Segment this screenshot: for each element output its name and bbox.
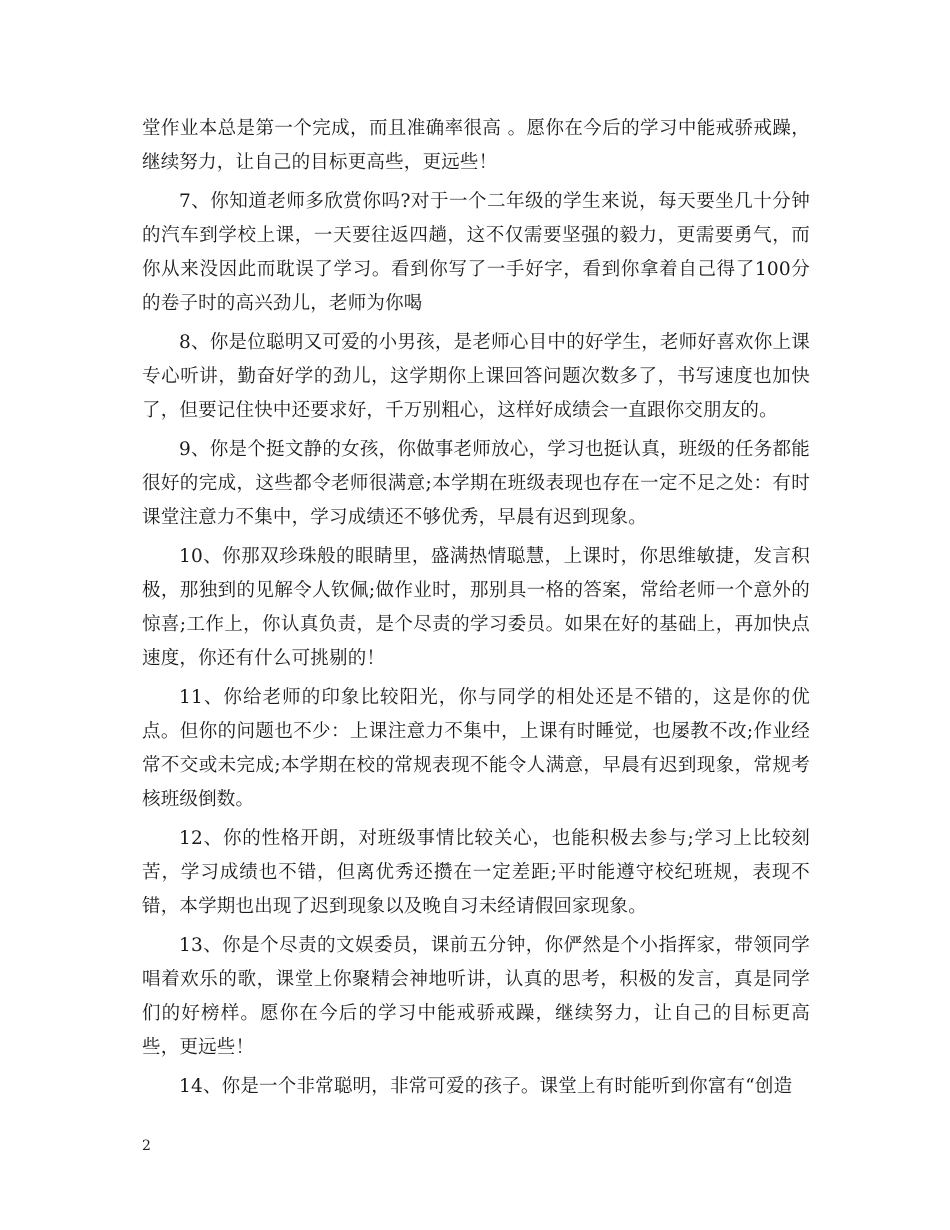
paragraph-comment-10: 10、你那双珍珠般的眼睛里，盛满热情聪慧，上课时，你思维敏捷，发言积极，那独到的见解令人钦佩;做作业时，那别具一格的答案，常给老师一个意外的惊喜;工作上，你认真负责，是个尽责的学习委员。如果在好的基础上，再加快点速度，你还有什么可挑剔的！	[142, 546, 810, 669]
paragraph-comment-8: 8、你是位聪明又可爱的小男孩，是老师心目中的好学生，老师好喜欢你上课专心听讲，勤奋好学的劲儿，这学期你上课回答问题次数多了，书写速度也加快了，但要记住快中还要求好，千万别粗心，这样好成绩会一直跟你交朋友的。	[142, 332, 810, 421]
document-body	[142, 112, 810, 1109]
paragraph-comment-12: 12、你的性格开朗，对班级事情比较关心，也能积极去参与;学习上比较刻苦，学习成绩也不错，但离优秀还攒在一定差距;平时能遵守校纪班规，表现不错，本学期也出现了迟到现象以及晚自习未经请假回家现象。	[142, 828, 810, 917]
paragraph-comment-11: 11、你给老师的印象比较阳光，你与同学的相处还是不错的，这是你的优点。但你的问题也不少：上课注意力不集中，上课有时睡觉，也屡教不改;作业经常不交或未完成;本学期在校的常规表现不能令人满意，早晨有迟到现象，常规考核班级倒数。	[142, 687, 810, 810]
paragraph-comment-13: 13、你是个尽责的文娱委员，课前五分钟，你俨然是个小指挥家，带领同学唱着欢乐的歌，课堂上你聚精会神地听讲，认真的思考，积极的发言，真是同学们的好榜样。愿你在今后的学习中能戒骄戒躁，继续努力，让自己的目标更高些，更远些！	[142, 935, 810, 1058]
page-number: 2	[142, 1138, 151, 1154]
paragraph-comment-7: 7、你知道老师多欣赏你吗?对于一个二年级的学生来说，每天要坐几十分钟的汽车到学校上课，一天要往返四趟，这不仅需要坚强的毅力，更需要勇气，而你从来没因此而耽误了学习。看到你写了一手好字，看到你拿着自己得了100分的卷子时的高兴劲儿，老师为你喝	[142, 191, 810, 314]
paragraph-comment-14: 14、你是一个非常聪明，非常可爱的孩子。课堂上有时能听到你富有“创造	[179, 1076, 793, 1097]
paragraph-comment-9: 9、你是个挺文静的女孩，你做事老师放心，学习也挺认真，班级的任务都能很好的完成，这些都令老师很满意;本学期在班级表现也存在一定不足之处：有时课堂注意力不集中，学习成绩还不够优秀，早晨有迟到现象。	[142, 439, 810, 528]
paragraph-continuation: 堂作业本总是第一个完成，而且准确率很高 。愿你在今后的学习中能戒骄戒躁，继续努力，让自己的目标更高些，更远些！	[142, 118, 810, 173]
